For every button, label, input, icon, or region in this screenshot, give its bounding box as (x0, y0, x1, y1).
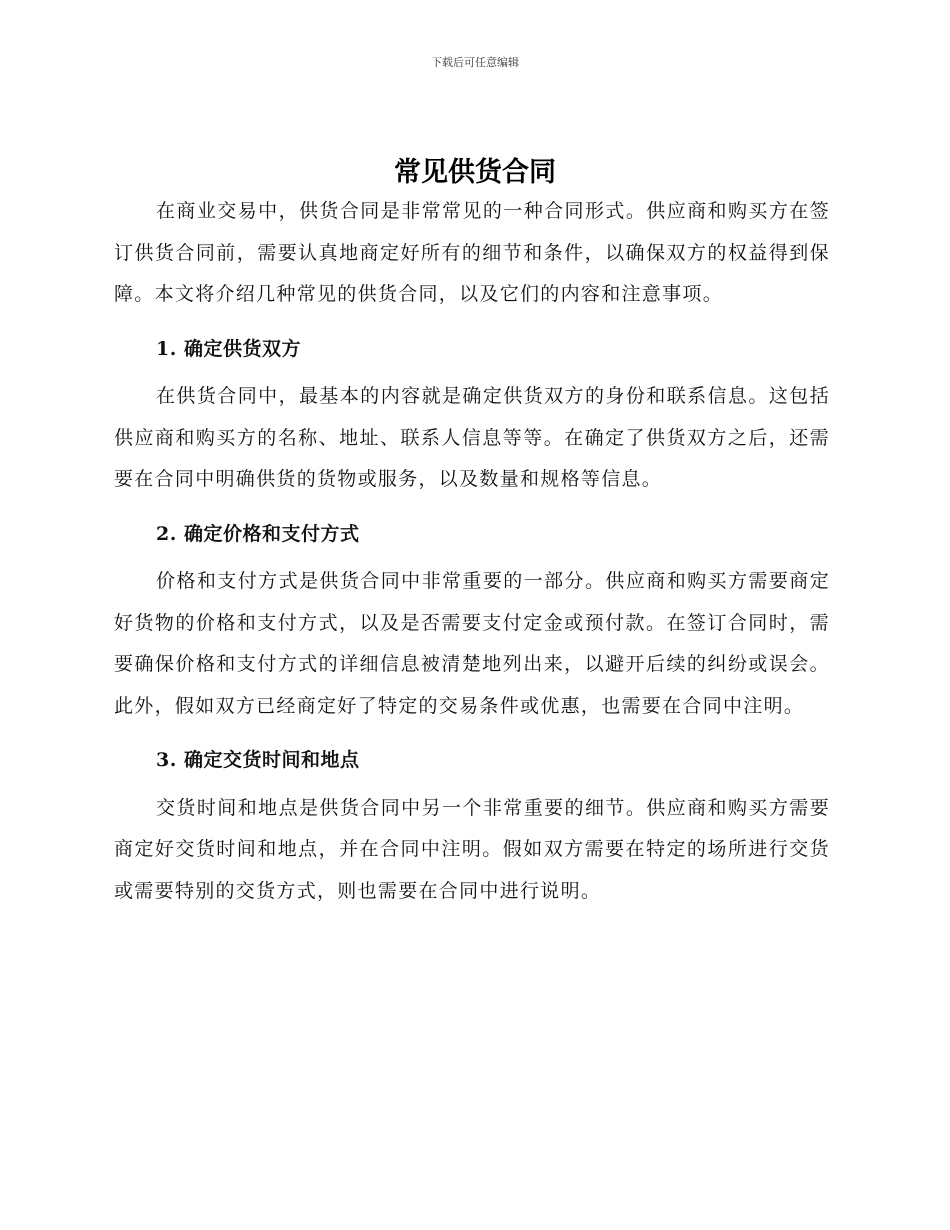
section-paragraph-3: 交货时间和地点是供货合同中另一个非常重要的细节。供应商和购买方需要商定好交货时间和地点，并在合同中注明。假如双方需要在特定的场所进行交货或需要特别的交货方式，则也需要在合同中进行说明。 (114, 796, 830, 902)
header-note: 下载后可任意编辑 (431, 56, 519, 69)
intro-paragraph: 在商业交易中，供货合同是非常常见的一种合同形式。供应商和购买方在签订供货合同前，需要认真地商定好所有的细节和条件，以确保双方的权益得到保障。本文将介绍几种常见的供货合同，以及它们的内容和注意事项。 (114, 200, 830, 305)
section-paragraph-2: 价格和支付方式是供货合同中非常重要的一部分。供应商和购买方需要商定好货物的价格和支付方式，以及是否需要支付定金或预付款。在签订合同时，需要确保价格和支付方式的详细信息被清楚地列出来，以避开后续的纠纷或误会。此外，假如双方已经商定好了特定的交易条件或优惠，也需要在合同中注明。 (114, 570, 830, 717)
section-paragraph-1: 在供货合同中，最基本的内容就是确定供货双方的身份和联系信息。这包括供应商和购买方的名称、地址、联系人信息等等。在确定了供货双方之后，还需要在合同中明确供货的货物或服务，以及数量和规格等信息。 (114, 385, 830, 490)
section-heading-2: 2. 确定价格和支付方式 (156, 522, 360, 545)
section-heading-1: 1. 确定供货双方 (156, 337, 301, 360)
page-title: 常见供货合同 (394, 157, 556, 188)
document-body (114, 191, 830, 912)
section-heading-3: 3. 确定交货时间和地点 (156, 749, 360, 771)
